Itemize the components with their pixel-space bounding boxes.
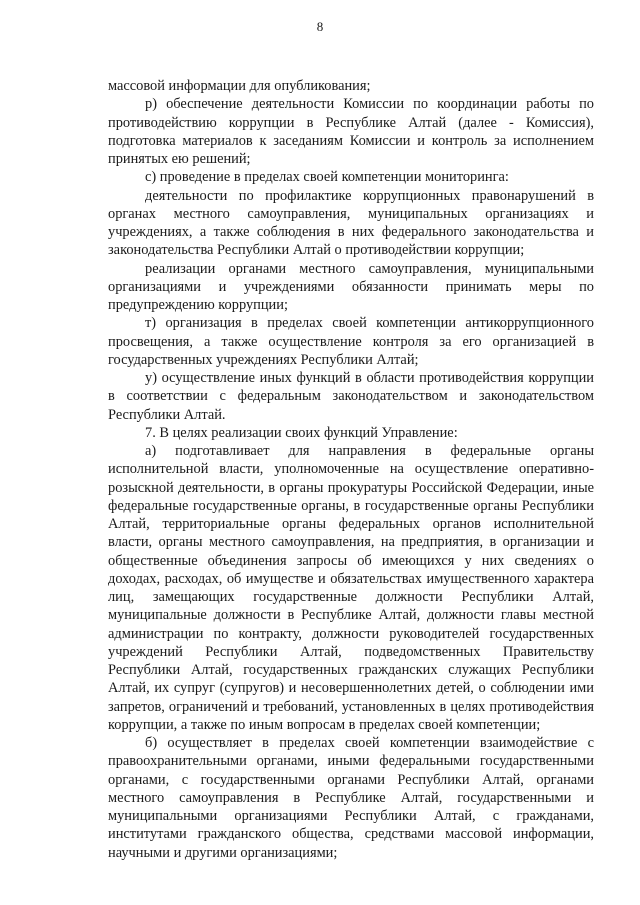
paragraph-item-r: р) обеспечение деятельности Комиссии по координации работы по противодействию коррупции в Республике Алтай (далее - Комиссия), подготовка материалов к заседаниям Комиссии и контроль за исполнением принятых ею решений;: [108, 96, 594, 167]
paragraph-monitoring-implementation: реализации органами местного самоуправления, муниципальными организациями и учреждениями обязанности принимать меры по предупреждению коррупции;: [108, 260, 594, 313]
paragraph-item-t: т) организация в пределах своей компетенции антикоррупционного просвещения, а также осуществление контроля за его организацией в государственных учреждениях Республики Алтай;: [108, 315, 594, 368]
paragraph-media-publication: массовой информации для опубликования;: [108, 78, 371, 94]
paragraph-item-s: с) проведение в пределах своей компетенции мониторинга:: [145, 169, 509, 186]
paragraph-section-7: 7. В целях реализации своих функций Управление:: [145, 424, 458, 441]
paragraph-item-a: а) подготавливает для направления в федеральные органы исполнительной власти, уполномоченные на осуществление оперативно-розыскной деятельности, в органы прокуратуры Российской Федерации, иные федеральные государственные органы, в государственные органы Республики Алтай, территориальные органы федеральных органов исполнительной власти, органы местного самоуправления, на предприятия, в организации и общественные объединения запросы об имеющихся у них сведениях о доходах, расходах, об имуществе и обязательствах имущественного характера лиц, замещающих государственные должности Республики Алтай, муниципальные должности в Республике Алтай, должности главы местной администрации по контракту, должности руководителей государственных учреждений Республики Алтай, подведомственных Правительству Республики Алтай, государственных гражданских служащих Республики Алтай, их супруг (супругов) и несовершеннолетних детей, о соблюдении ими запретов, ограничений и требований, установленных в целях противодействия коррупции, а также по иным вопросам в пределах своей компетенции;: [108, 443, 594, 733]
page-number: 8: [316, 19, 324, 34]
paragraph-monitoring-activity: деятельности по профилактике коррупционных правонарушений в органах местного самоуправления, муниципальных организациях и учреждениях, а также соблюдения в них федерального законодательства и законодательства Республики Алтай о противодействии коррупции;: [108, 187, 594, 259]
paragraph-item-b: б) осуществляет в пределах своей компетенции взаимодействие с правоохранительными органами, иными федеральными государственными органами, с государственными органами Республики Алтай, органами местного самоуправления в Республике Алтай, государственными и муниципальными организациями Республики Алтай, с гражданами, институтами гражданского общества, средствами массовой информации, научными и другими организациями;: [108, 735, 594, 861]
document-body: [108, 77, 594, 862]
paragraph-item-u: у) осуществление иных функций в области противодействия коррупции в соответствии с федеральным законодательством и законодательством Республики Алтай.: [108, 370, 594, 423]
